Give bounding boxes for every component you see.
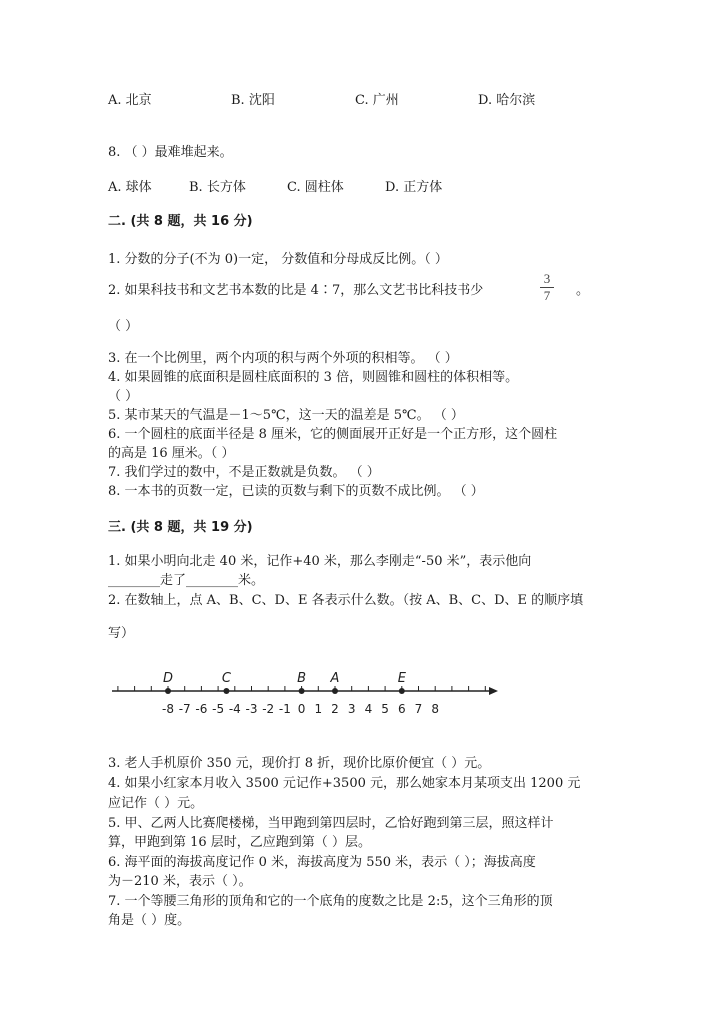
tick-label: -3 xyxy=(245,702,258,716)
tick-label: 7 xyxy=(414,702,423,716)
s3-item-1: 1. 如果小明向北走 40 米，记作+40 米，那么李刚走“-50 米”，表示他向 xyxy=(108,554,532,569)
point-b xyxy=(299,688,305,694)
s3-item-5-cont: 算，甲跑到第 16 层时，乙应跑到第（ ）层。 xyxy=(108,835,371,850)
tick-label: 4 xyxy=(364,702,373,716)
s3-item-3: 3. 老人手机原价 350 元，现价打 8 折，现价比原价便宜（ ）元。 xyxy=(108,756,491,771)
tick-label: 1 xyxy=(314,702,323,716)
number-line-arrow xyxy=(489,687,498,695)
section3-heading: 三. (共 8 题，共 19 分) xyxy=(108,520,253,535)
fraction-denominator: 7 xyxy=(543,288,551,303)
s2-item-5: 5. 某市某天的气温是－1～5℃，这一天的温差是 5℃。 （ ） xyxy=(108,408,464,423)
fraction-numerator: 3 xyxy=(543,271,551,286)
q7-option-c: C. 广州 xyxy=(355,93,399,108)
s2-item-6-cont: 的高是 16 厘米。（ ） xyxy=(108,446,235,461)
s3-item-6-cont: 为－210 米，表示（ ）。 xyxy=(108,874,252,889)
s3-item-7-cont: 角是（ ）度。 xyxy=(108,913,191,928)
q8-option-a: A. 球体 xyxy=(108,180,152,195)
s3-item-2: 2. 在数轴上，点 A、B、C、D、E 各表示什么数。（按 A、B、C、D、E 的顺序填 xyxy=(108,593,584,608)
q8-option-b: B. 长方体 xyxy=(189,180,246,195)
s3-item-4: 4. 如果小红家本月收入 3500 元记作+3500 元，那么她家本月某项支出 1200 元 xyxy=(108,776,581,791)
tick-label: -8 xyxy=(162,702,174,716)
s3-item-1-cont: ________走了________米。 xyxy=(108,573,265,588)
point-label-e: E xyxy=(397,671,406,686)
q7-option-a: A. 北京 xyxy=(108,93,152,108)
number-line xyxy=(112,666,512,722)
tick-label: -7 xyxy=(178,702,191,716)
s3-item-4-cont: 应记作（ ）元。 xyxy=(108,796,204,811)
tick-label: 2 xyxy=(331,702,339,716)
tick-label: 6 xyxy=(397,702,406,716)
tick-label: -4 xyxy=(228,702,241,716)
tick-label: -1 xyxy=(278,702,291,716)
q8-option-c: C. 圆柱体 xyxy=(287,180,344,195)
tick-label: 5 xyxy=(381,702,389,716)
s2-item-8: 8. 一本书的页数一定，已读的页数与剩下的页数不成比例。 （ ） xyxy=(108,484,484,499)
q7-option-d: D. 哈尔滨 xyxy=(478,93,536,108)
s2-item-4-blank: （ ） xyxy=(108,389,139,404)
point-a xyxy=(332,688,338,694)
tick-label: 8 xyxy=(431,702,440,716)
s3-item-6: 6. 海平面的海拔高度记作 0 米，海拔高度为 550 米，表示（ ）；海拔高度 xyxy=(108,855,536,870)
s3-item-7: 7. 一个等腰三角形的顶角和它的一个底角的度数之比是 2:5，这个三角形的顶 xyxy=(108,894,553,909)
s3-item-2-cont: 写） xyxy=(108,626,135,641)
tick-label: 0 xyxy=(297,702,306,716)
point-e xyxy=(399,688,405,694)
tick-label: -5 xyxy=(212,702,225,716)
q8-option-d: D. 正方体 xyxy=(385,180,443,195)
tick-label: 3 xyxy=(347,702,356,716)
section2-heading: 二. (共 8 题，共 16 分) xyxy=(108,214,253,229)
s2-item-7: 7. 我们学过的数中，不是正数就是负数。 （ ） xyxy=(108,465,380,480)
point-label-d: D xyxy=(162,671,174,686)
q7-option-b: B. 沈阳 xyxy=(231,93,275,108)
s2-item-2-blank: （ ） xyxy=(108,319,139,334)
s2-item-4: 4. 如果圆锥的底面积是圆柱底面积的 3 倍，则圆锥和圆柱的体积相等。 xyxy=(108,370,519,385)
point-c xyxy=(223,688,229,694)
q8-stem: 8. （ ）最难堆起来。 xyxy=(108,145,233,160)
point-label-a: A xyxy=(330,671,340,686)
tick-label: -2 xyxy=(262,702,275,716)
point-d xyxy=(165,688,171,694)
point-label-b: B xyxy=(297,671,307,686)
s2-item-2: 2. 如果科技书和文艺书本数的比是 4∶7，那么文艺书比科技书少 xyxy=(108,283,484,298)
s2-item-3: 3. 在一个比例里，两个内项的积与两个外项的积相等。 （ ） xyxy=(108,351,458,366)
fraction-three-sevenths xyxy=(540,272,554,303)
point-label-c: C xyxy=(221,671,231,686)
s2-item-1: 1. 分数的分子(不为 0)一定， 分数值和分母成反比例。（ ） xyxy=(108,252,448,267)
s2-item-6: 6. 一个圆柱的底面半径是 8 厘米，它的侧面展开正好是一个正方形，这个圆柱 xyxy=(108,427,558,442)
s2-item-2-period: 。 xyxy=(576,283,590,298)
s3-item-5: 5. 甲、乙两人比赛爬楼梯，当甲跑到第四层时，乙恰好跑到第三层，照这样计 xyxy=(108,816,554,831)
tick-label: -6 xyxy=(195,702,208,716)
